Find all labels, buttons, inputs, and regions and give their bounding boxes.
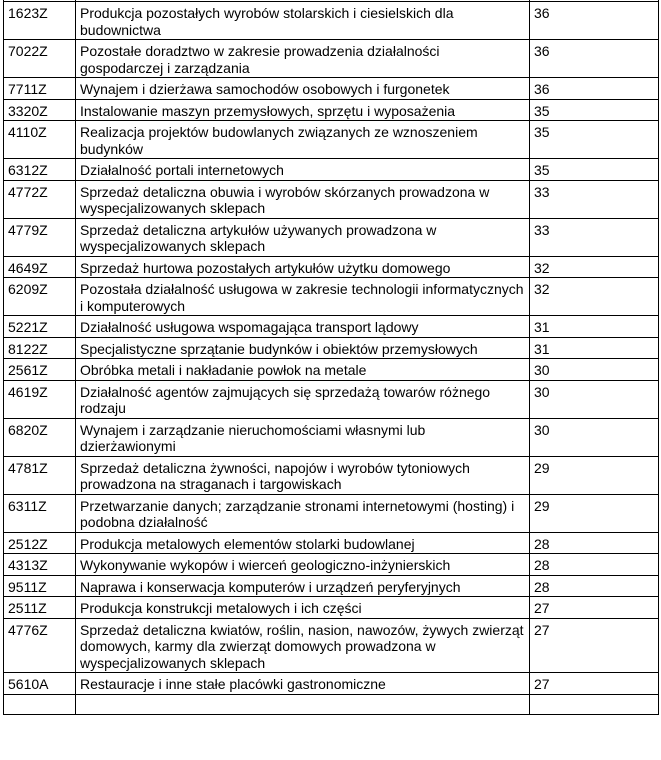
table-row bbox=[4, 159, 659, 181]
company-count-cell: 28 bbox=[530, 575, 659, 597]
table-row bbox=[4, 121, 659, 159]
table-row bbox=[4, 316, 659, 338]
pkd-description-cell: Obróbka metali i nakładanie powłok na metale bbox=[76, 359, 530, 381]
pkd-description-cell: Pozostała działalność usługowa w zakresie technologii informatycznych i komputerowych bbox=[76, 278, 530, 316]
company-count-cell: 33 bbox=[530, 218, 659, 256]
pkd-code-cell: 8122Z bbox=[4, 337, 76, 359]
pkd-code-cell: 2511Z bbox=[4, 597, 76, 619]
company-count-cell: 36 bbox=[530, 40, 659, 78]
table-row bbox=[4, 694, 659, 714]
pkd-description-cell: Działalność portali internetowych bbox=[76, 159, 530, 181]
pkd-code-cell: 4781Z bbox=[4, 456, 76, 494]
pkd-description-cell: Działalność usługowa wspomagająca transport lądowy bbox=[76, 316, 530, 338]
pkd-description-cell: Sprzedaż detaliczna żywności, napojów i wyrobów tytoniowych prowadzona na straganach i targowiskach bbox=[76, 456, 530, 494]
table-row bbox=[4, 380, 659, 418]
company-count-cell: 27 bbox=[530, 618, 659, 673]
company-count-cell: 27 bbox=[530, 597, 659, 619]
table-row bbox=[4, 575, 659, 597]
pkd-description-cell: Wykonywanie wykopów i wierceń geologiczno-inżynierskich bbox=[76, 554, 530, 576]
company-count-cell: 30 bbox=[530, 418, 659, 456]
table-row bbox=[4, 78, 659, 100]
pkd-table bbox=[3, 0, 659, 715]
pkd-code-cell: 4649Z bbox=[4, 256, 76, 278]
pkd-code-cell: 3320Z bbox=[4, 99, 76, 121]
pkd-code-cell: 2561Z bbox=[4, 359, 76, 381]
pkd-code-cell: 4772Z bbox=[4, 180, 76, 218]
pkd-code-cell: 6311Z bbox=[4, 494, 76, 532]
pkd-code-cell: 7022Z bbox=[4, 40, 76, 78]
company-count-cell: 28 bbox=[530, 532, 659, 554]
table-row bbox=[4, 494, 659, 532]
table-row bbox=[4, 554, 659, 576]
pkd-description-cell: Restauracje i inne stałe placówki gastronomiczne bbox=[76, 673, 530, 695]
pkd-description-cell: Sprzedaż hurtowa pozostałych artykułów użytku domowego bbox=[76, 256, 530, 278]
company-count-cell: 28 bbox=[530, 554, 659, 576]
pkd-description-cell: Instalowanie maszyn przemysłowych, sprzętu i wyposażenia bbox=[76, 99, 530, 121]
table-row bbox=[4, 532, 659, 554]
pkd-description-cell: Produkcja konstrukcji metalowych i ich części bbox=[76, 597, 530, 619]
company-count-cell: 29 bbox=[530, 456, 659, 494]
pkd-description-cell: Działalność agentów zajmujących się sprzedażą towarów różnego rodzaju bbox=[76, 380, 530, 418]
company-count-cell bbox=[530, 694, 659, 714]
pkd-description-cell: Przetwarzanie danych; zarządzanie stronami internetowymi (hosting) i podobna działalność bbox=[76, 494, 530, 532]
table-row bbox=[4, 673, 659, 695]
table-row bbox=[4, 256, 659, 278]
pkd-table-body bbox=[4, 0, 659, 714]
pkd-code-cell: 6312Z bbox=[4, 159, 76, 181]
pkd-code-cell: 4779Z bbox=[4, 218, 76, 256]
pkd-description-cell: Specjalistyczne sprzątanie budynków i obiektów przemysłowych bbox=[76, 337, 530, 359]
pkd-code-cell bbox=[4, 694, 76, 714]
company-count-cell: 29 bbox=[530, 494, 659, 532]
table-row bbox=[4, 456, 659, 494]
table-row bbox=[4, 337, 659, 359]
pkd-description-cell: Produkcja metalowych elementów stolarki budowlanej bbox=[76, 532, 530, 554]
company-count-cell: 36 bbox=[530, 78, 659, 100]
company-count-cell: 33 bbox=[530, 180, 659, 218]
pkd-description-cell: Sprzedaż detaliczna obuwia i wyrobów skórzanych prowadzona w wyspecjalizowanych sklepach bbox=[76, 180, 530, 218]
company-count-cell: 36 bbox=[530, 2, 659, 40]
pkd-description-cell: Wynajem i zarządzanie nieruchomościami własnymi lub dzierżawionymi bbox=[76, 418, 530, 456]
pkd-code-cell: 1623Z bbox=[4, 2, 76, 40]
company-count-cell: 32 bbox=[530, 278, 659, 316]
company-count-cell: 35 bbox=[530, 99, 659, 121]
pkd-code-cell: 9511Z bbox=[4, 575, 76, 597]
company-count-cell: 30 bbox=[530, 380, 659, 418]
table-row bbox=[4, 218, 659, 256]
company-count-cell: 32 bbox=[530, 256, 659, 278]
pkd-code-cell: 5610A bbox=[4, 673, 76, 695]
pkd-code-cell: 4619Z bbox=[4, 380, 76, 418]
table-row bbox=[4, 597, 659, 619]
pkd-code-cell: 4313Z bbox=[4, 554, 76, 576]
pkd-code-cell: 7711Z bbox=[4, 78, 76, 100]
pkd-description-cell: Pozostałe doradztwo w zakresie prowadzenia działalności gospodarczej i zarządzania bbox=[76, 40, 530, 78]
pkd-code-cell: 2512Z bbox=[4, 532, 76, 554]
company-count-cell: 35 bbox=[530, 121, 659, 159]
pkd-description-cell: Produkcja pozostałych wyrobów stolarskich i ciesielskich dla budownictwa bbox=[76, 2, 530, 40]
table-row bbox=[4, 618, 659, 673]
pkd-description-cell: Sprzedaż detaliczna artykułów używanych prowadzona w wyspecjalizowanych sklepach bbox=[76, 218, 530, 256]
pkd-description-cell: Naprawa i konserwacja komputerów i urządzeń peryferyjnych bbox=[76, 575, 530, 597]
table-row bbox=[4, 2, 659, 40]
table-row bbox=[4, 278, 659, 316]
pkd-description-cell bbox=[76, 694, 530, 714]
table-row bbox=[4, 359, 659, 381]
company-count-cell: 35 bbox=[530, 159, 659, 181]
company-count-cell: 27 bbox=[530, 673, 659, 695]
table-row bbox=[4, 99, 659, 121]
pkd-code-cell: 6820Z bbox=[4, 418, 76, 456]
pkd-code-cell: 5221Z bbox=[4, 316, 76, 338]
pkd-code-cell: 4110Z bbox=[4, 121, 76, 159]
pkd-description-cell: Sprzedaż detaliczna kwiatów, roślin, nasion, nawozów, żywych zwierząt domowych, karmy dla zwierząt domowych prowadzona w wyspecjalizowanych sklepach bbox=[76, 618, 530, 673]
pkd-code-cell: 6209Z bbox=[4, 278, 76, 316]
pkd-description-cell: Realizacja projektów budowlanych związanych ze wznoszeniem budynków bbox=[76, 121, 530, 159]
table-row bbox=[4, 40, 659, 78]
company-count-cell: 30 bbox=[530, 359, 659, 381]
pkd-description-cell: Wynajem i dzierżawa samochodów osobowych i furgonetek bbox=[76, 78, 530, 100]
company-count-cell: 31 bbox=[530, 316, 659, 338]
company-count-cell: 31 bbox=[530, 337, 659, 359]
table-row bbox=[4, 418, 659, 456]
table-row bbox=[4, 180, 659, 218]
pkd-code-cell: 4776Z bbox=[4, 618, 76, 673]
